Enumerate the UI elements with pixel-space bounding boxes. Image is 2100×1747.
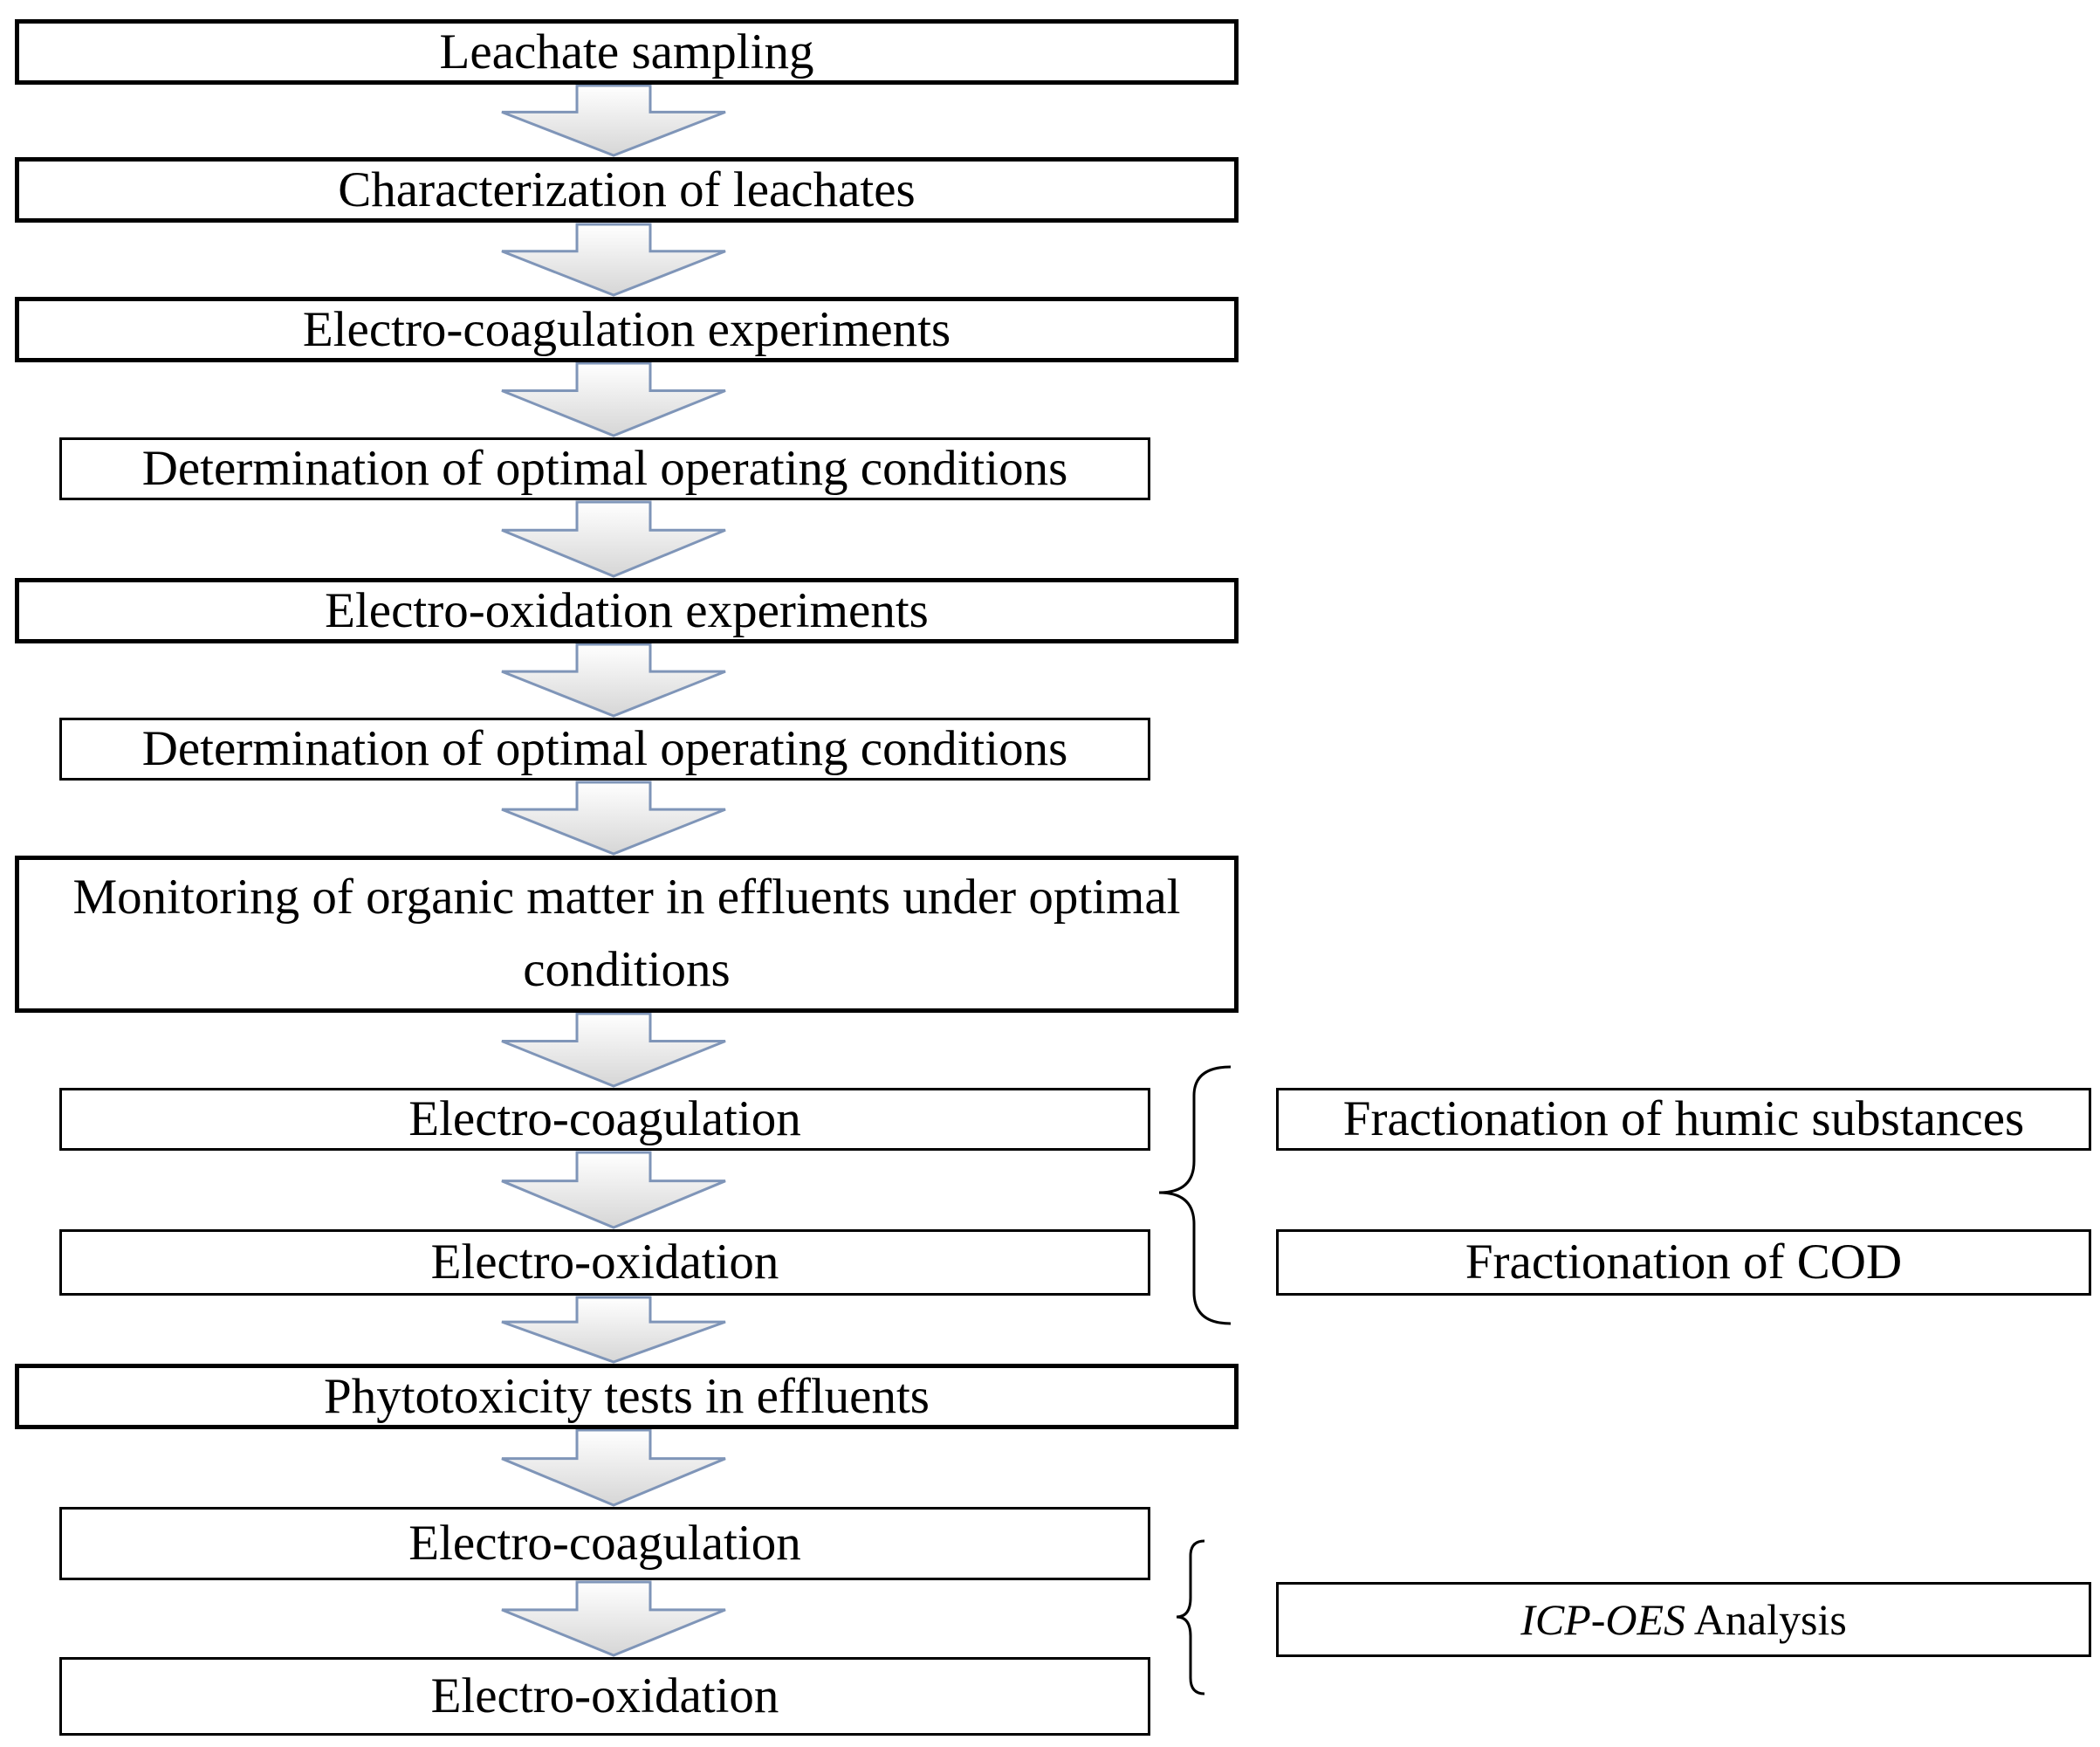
side-cod-fractionation <box>1276 1229 2091 1296</box>
side-icp-oes-analysis <box>1276 1582 2091 1657</box>
step-label: Determination of optimal operating conditions <box>141 721 1068 777</box>
step-phytotoxicity-tests <box>15 1364 1239 1429</box>
step-electro-oxidation-1 <box>59 1229 1150 1296</box>
analysis-text: Analysis <box>1685 1595 1847 1644</box>
step-label: Electro-coagulation <box>408 1091 801 1147</box>
step-label: Electro-oxidation <box>430 1235 779 1290</box>
step-leachate-sampling <box>15 19 1239 85</box>
icp-oes-text: ICP-OES <box>1520 1595 1686 1644</box>
step-monitoring-organic-matter <box>15 856 1239 1013</box>
step-electro-coagulation-2 <box>59 1507 1150 1580</box>
side-label: Fractionation of humic substances <box>1342 1091 2025 1147</box>
brace-icp <box>1177 1541 1204 1694</box>
side-label <box>1520 1589 1847 1650</box>
step-label: Electro-coagulation experiments <box>302 301 951 357</box>
step-label: Electro-oxidation <box>430 1668 779 1724</box>
step-label: Characterization of leachates <box>338 162 916 217</box>
brace-fractionation <box>1159 1067 1231 1324</box>
step-electro-coagulation-1 <box>59 1088 1150 1151</box>
step-electro-oxidation-2 <box>59 1657 1150 1736</box>
step-label: Electro-oxidation experiments <box>325 582 929 638</box>
side-label: Fractionation of COD <box>1465 1235 1903 1290</box>
step-electro-coagulation-experiments <box>15 297 1239 362</box>
step-label: Electro-coagulation <box>408 1516 801 1572</box>
side-humic-fractionation <box>1276 1088 2091 1151</box>
step-label: Leachate sampling <box>439 24 814 79</box>
step-characterization <box>15 157 1239 223</box>
step-electro-oxidation-experiments <box>15 578 1239 643</box>
step-optimal-conditions-1 <box>59 437 1150 500</box>
step-label: Phytotoxicity tests in effluents <box>324 1368 930 1424</box>
step-label: Monitoring of organic matter in effluents under optimal conditions <box>72 870 1181 997</box>
step-optimal-conditions-2 <box>59 718 1150 781</box>
step-label: Determination of optimal operating conditions <box>141 441 1068 497</box>
